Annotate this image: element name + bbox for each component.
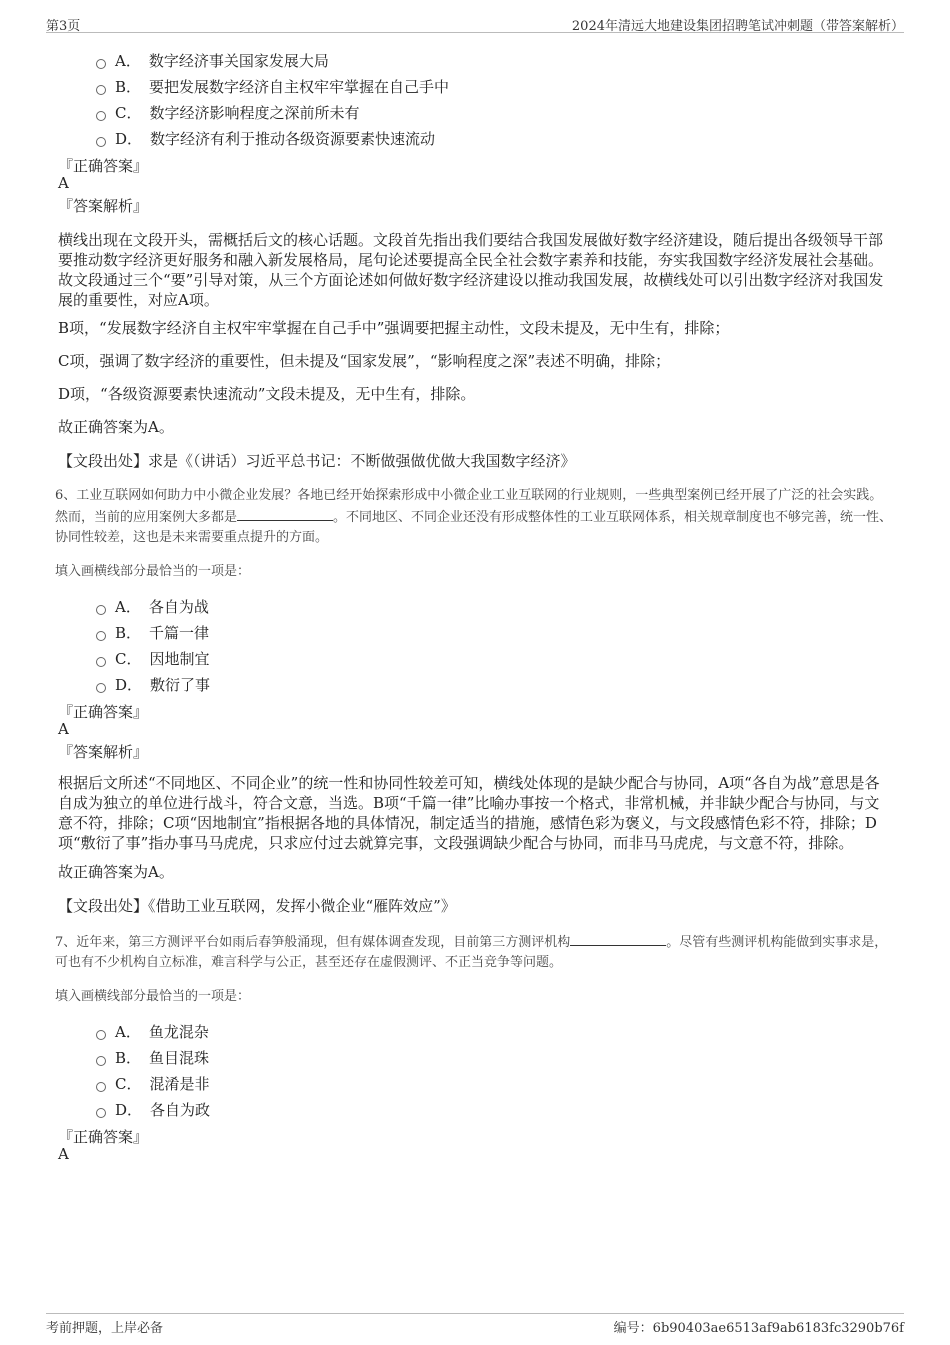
- q6-prompt: 填入画横线部分最恰当的一项是：: [55, 564, 251, 579]
- q5-analysis-label: 『答案解析』: [58, 197, 149, 215]
- q5-option-a[interactable]: A． 数字经济事关国家发展大局: [96, 50, 329, 71]
- page-header: [46, 12, 904, 33]
- document-code: 编号：6b90403ae6513af9ab6183fc3290b76f: [613, 1321, 904, 1336]
- q5-option-c[interactable]: C． 数字经济影响程度之深前所未有: [96, 102, 360, 123]
- page-footer: [46, 1313, 904, 1338]
- q5-source: 【文段出处】求是《（讲话）习近平总书记：不断做强做优做大我国数字经济》: [58, 452, 576, 470]
- radio-icon[interactable]: [96, 1056, 106, 1066]
- q5-analysis-c: C项，强调了数字经济的重要性，但未提及“国家发展”，“影响程度之深”表述不明确，排除；: [58, 352, 671, 370]
- q6-option-b[interactable]: B． 千篇一律: [96, 622, 209, 643]
- q7-answer: A: [58, 1145, 69, 1163]
- q5-answer: A: [58, 174, 69, 192]
- radio-icon[interactable]: [96, 137, 106, 147]
- q5-option-b[interactable]: B． 要把发展数字经济自主权牢牢掌握在自己手中: [96, 76, 449, 97]
- document-title: 2024年清远大地建设集团招聘笔试冲刺题（带答案解析）: [571, 19, 904, 34]
- radio-icon[interactable]: [96, 59, 106, 69]
- q6-analysis-label: 『答案解析』: [58, 743, 149, 761]
- q7-option-a[interactable]: A． 鱼龙混杂: [96, 1021, 209, 1042]
- answer-blank: [570, 931, 666, 946]
- q5-conclusion: 故正确答案为A。: [58, 418, 174, 436]
- radio-icon[interactable]: [96, 631, 106, 641]
- q6-conclusion: 故正确答案为A。: [58, 863, 174, 881]
- q6-option-d[interactable]: D． 敷衍了事: [96, 674, 210, 695]
- radio-icon[interactable]: [96, 683, 106, 693]
- radio-icon[interactable]: [96, 1030, 106, 1040]
- q7-prompt: 填入画横线部分最恰当的一项是：: [55, 989, 251, 1004]
- q6-option-a[interactable]: A． 各自为战: [96, 596, 209, 617]
- radio-icon[interactable]: [96, 111, 106, 121]
- q6-source: 【文段出处】《借助工业互联网，发挥小微企业“雁阵效应”》: [58, 897, 456, 915]
- q7-option-b[interactable]: B． 鱼目混珠: [96, 1047, 209, 1068]
- q6-question-text: 6、工业互联网如何助力中小微企业发展？各地已经开始探索形成中小微企业工业互联网的行业规则，一些典型案例已经开展了广泛的社会实践。然而，当前的应用案例大多都是 。不同地区、不同企业还没有形成整体性的工业互联网体系，相关规章制度也不够完善，统一性、协同性较差，这也是未来需要重点提升的方面。: [55, 488, 893, 545]
- radio-icon[interactable]: [96, 657, 106, 667]
- q5-analysis-main: 横线出现在文段开头，需概括后文的核心话题。文段首先指出我们要结合我国发展做好数字经济建设，随后提出各级领导干部要推动数字经济更好服务和融入新发展格局，尾句论述要提高全民全社会数字素养和技能，夯实我国数字经济发展社会基础。故文段通过三个“要”引导对策，从三个方面论述如何做好数字经济建设以推动我国发展，故横线处可以引出数字经济对我国发展的重要性，对应A项。: [58, 231, 884, 309]
- footer-slogan: 考前押题，上岸必备: [46, 1321, 164, 1336]
- q7-answer-label: 『正确答案』: [58, 1128, 149, 1146]
- radio-icon[interactable]: [96, 1082, 106, 1092]
- page-number: 第3页: [46, 19, 81, 34]
- q6-option-c[interactable]: C． 因地制宜: [96, 648, 210, 669]
- answer-blank: [237, 506, 333, 521]
- q5-analysis-d: D项，“各级资源要素快速流动”文段未提及，无中生有，排除。: [58, 385, 476, 403]
- q5-option-d[interactable]: D． 数字经济有利于推动各级资源要素快速流动: [96, 128, 435, 149]
- q7-option-d[interactable]: D． 各自为政: [96, 1099, 210, 1120]
- q6-answer: A: [58, 720, 69, 738]
- q6-analysis-main: 根据后文所述“不同地区、不同企业”的统一性和协同性较差可知，横线处体现的是缺少配合与协同，A项“各自为战”意思是各自成为独立的单位进行战斗，符合文意，当选。B项“千篇一律”比喻办事按一个格式，非常机械，并非缺少配合与协同，与文意不符，排除；C项“因地制宜”指根据各地的具体情况，制定适当的措施，感情色彩为褒义，与文段感情色彩不符，排除；D项“敷衍了事”指办事马马虎虎，只求应付过去就算完事，文段强调缺少配合与协同，而非马马虎虎，与文意不符，排除。: [58, 774, 880, 852]
- radio-icon[interactable]: [96, 605, 106, 615]
- radio-icon[interactable]: [96, 85, 106, 95]
- q7-option-c[interactable]: C． 混淆是非: [96, 1073, 210, 1094]
- q7-question-text: 7、近年来，第三方测评平台如雨后春笋般涌现，但有媒体调查发现，目前第三方测评机构 。尽管有些测评机构能做到实事求是，可也有不少机构自立标准，难言科学与公正，甚至还存在虚假测评、不正当竞争等问题。: [55, 931, 895, 973]
- radio-icon[interactable]: [96, 1108, 106, 1118]
- q5-answer-label: 『正确答案』: [58, 157, 149, 175]
- q6-answer-label: 『正确答案』: [58, 703, 149, 721]
- q5-analysis-b: B项，“发展数字经济自主权牢牢掌握在自己手中”强调要把握主动性，文段未提及，无中生有，排除；: [58, 319, 730, 337]
